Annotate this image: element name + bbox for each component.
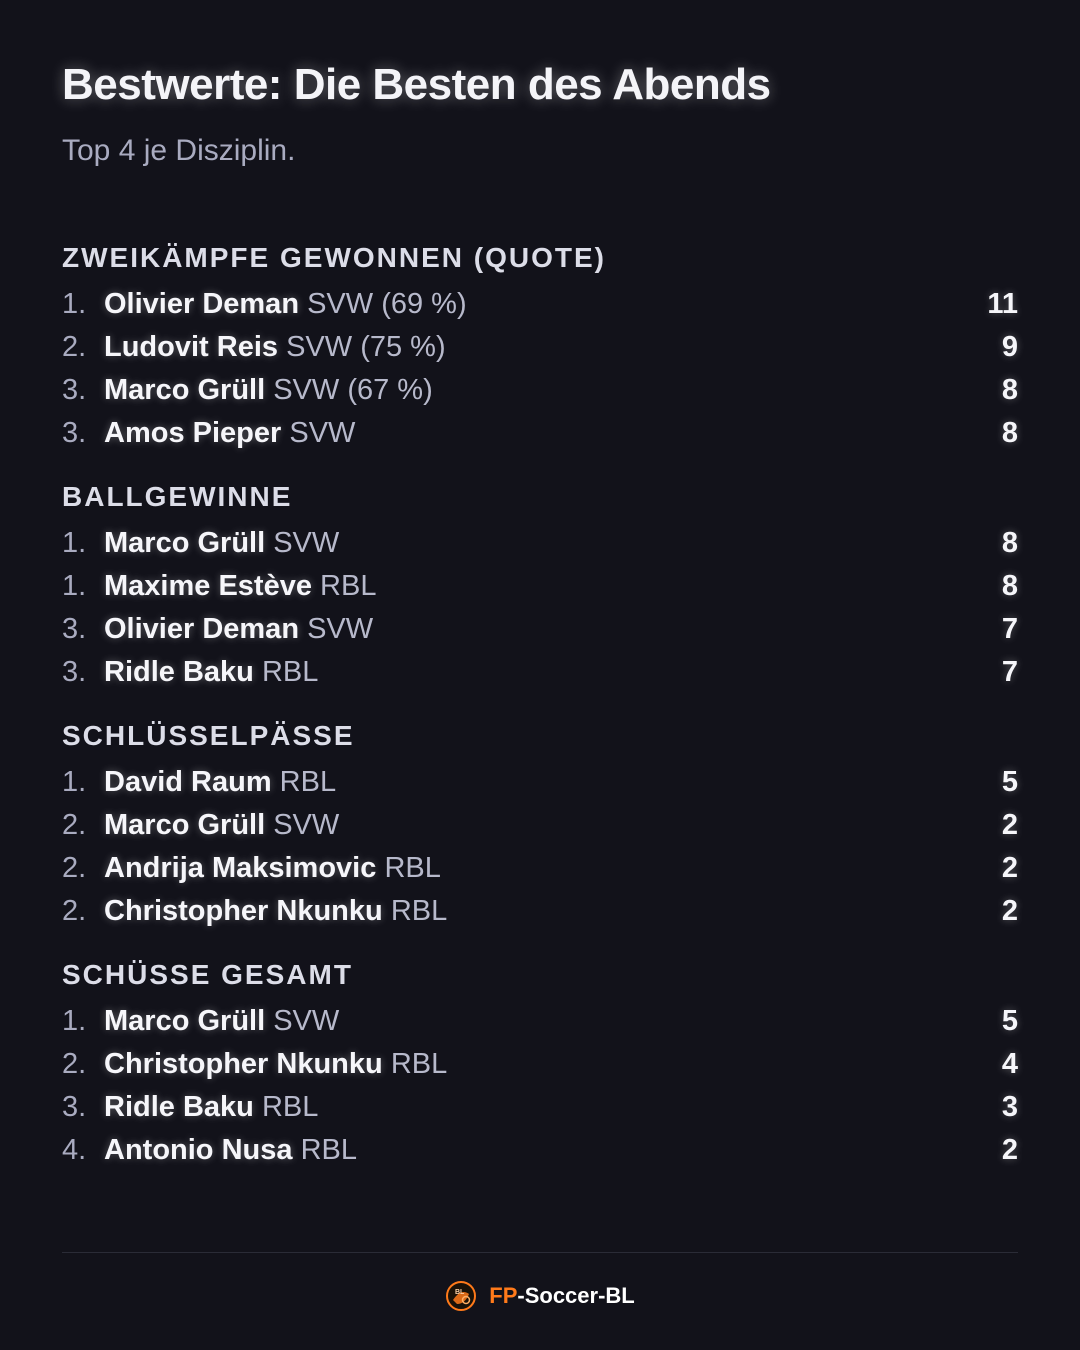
stat-value: 5	[1001, 1005, 1018, 1037]
rank-number: 3.	[62, 613, 87, 645]
team-label: RBL	[320, 570, 377, 602]
ranking-row	[62, 1043, 1018, 1086]
team-label: SVW (75 %)	[286, 331, 446, 363]
team-label: SVW	[273, 527, 340, 559]
player-name: Ridle Baku	[104, 1091, 254, 1123]
team-label: RBL	[279, 766, 337, 798]
player-name: Christopher Nkunku	[104, 1048, 383, 1080]
player-name: Marco Grüll	[104, 527, 266, 559]
player-name: Antonio Nusa	[104, 1134, 293, 1166]
team-label: SVW (67 %)	[273, 374, 433, 406]
player-name: Olivier Deman	[104, 613, 300, 645]
fp-soccer-logo-icon	[445, 1280, 477, 1312]
rank-number: 3.	[62, 1091, 87, 1123]
section-title: SCHLÜSSELPÄSSE	[62, 720, 355, 751]
stat-value: 7	[1001, 656, 1018, 688]
team-label: SVW (69 %)	[307, 288, 467, 320]
rank-number: 2.	[62, 895, 87, 927]
stat-value: 5	[1001, 766, 1018, 798]
rank-number: 2.	[62, 852, 87, 884]
rank-number: 2.	[62, 331, 87, 363]
ranking-row	[62, 369, 1018, 412]
team-label: RBL	[390, 895, 448, 927]
ranking-row	[62, 1000, 1018, 1043]
section-ball-recoveries	[62, 477, 1018, 694]
team-label: RBL	[261, 1091, 319, 1123]
player-name: David Raum	[104, 766, 272, 798]
rank-number: 3.	[62, 656, 87, 688]
stat-value: 2	[1001, 895, 1018, 927]
rank-number: 1.	[62, 288, 87, 320]
stat-value: 2	[1001, 809, 1018, 841]
rank-number: 2.	[62, 1048, 87, 1080]
section-title: ZWEIKÄMPFE GEWONNEN (QUOTE)	[62, 242, 606, 273]
stat-value: 2	[1001, 852, 1018, 884]
stat-value: 9	[1001, 331, 1018, 363]
team-label: SVW	[307, 613, 374, 645]
rank-number: 1.	[62, 1005, 87, 1037]
ranking-row	[62, 608, 1018, 651]
rank-number: 1.	[62, 570, 87, 602]
ranking-row	[62, 1129, 1018, 1172]
rank-number: 2.	[62, 809, 87, 841]
ranking-row	[62, 565, 1018, 608]
player-name: Maxime Estève	[104, 570, 312, 602]
player-name: Amos Pieper	[104, 417, 282, 449]
ranking-row	[62, 326, 1018, 369]
team-label: RBL	[300, 1134, 357, 1166]
ranking-row	[62, 890, 1018, 933]
ranking-row	[62, 804, 1018, 847]
player-name: Andrija Maksimovic	[104, 852, 377, 884]
brand-name	[489, 1283, 634, 1309]
ranking-row	[62, 761, 1018, 804]
footer	[62, 1278, 1018, 1314]
player-name: Ridle Baku	[104, 656, 254, 688]
player-name: Marco Grüll	[104, 809, 266, 841]
ranking-row	[62, 1086, 1018, 1129]
rank-number: 1.	[62, 766, 87, 798]
brand-rest: -Soccer-BL	[517, 1283, 635, 1308]
rank-number: 4.	[62, 1134, 87, 1166]
stat-value: 2	[1001, 1134, 1018, 1166]
ranking-row	[62, 522, 1018, 565]
player-name: Marco Grüll	[104, 374, 266, 406]
player-name: Christopher Nkunku	[104, 895, 383, 927]
ranking-row	[62, 283, 1018, 326]
stat-value: 7	[1001, 613, 1018, 645]
stat-value: 8	[1001, 374, 1018, 406]
stat-value: 4	[1001, 1048, 1018, 1080]
section-duels-won	[62, 238, 1018, 455]
ranking-row	[62, 412, 1018, 455]
team-label: SVW	[273, 1005, 340, 1037]
ranking-row	[62, 847, 1018, 890]
brand-accent: FP	[489, 1283, 518, 1308]
rank-number: 3.	[62, 417, 87, 449]
page-title: Bestwerte: Die Besten des Abends	[62, 60, 771, 109]
team-label: RBL	[261, 656, 319, 688]
rank-number: 3.	[62, 374, 87, 406]
team-label: RBL	[390, 1048, 448, 1080]
section-total-shots	[62, 955, 1018, 1172]
section-title: SCHÜSSE GESAMT	[62, 959, 353, 990]
team-label: RBL	[384, 852, 441, 884]
page	[62, 0, 1018, 1350]
stat-value: 3	[1001, 1091, 1018, 1123]
stat-value: 8	[1001, 417, 1018, 449]
stat-value: 8	[1001, 527, 1018, 559]
stat-value: 11	[987, 288, 1018, 320]
stat-value: 8	[1001, 570, 1018, 602]
section-title: BALLGEWINNE	[62, 481, 293, 512]
rank-number: 1.	[62, 527, 87, 559]
player-name: Marco Grüll	[104, 1005, 266, 1037]
page-subtitle: Top 4 je Disziplin.	[62, 134, 296, 167]
team-label: SVW	[273, 809, 340, 841]
svg-text:BL: BL	[455, 1289, 465, 1296]
player-name: Olivier Deman	[104, 288, 300, 320]
stat-sections	[62, 238, 1018, 1194]
player-name: Ludovit Reis	[104, 331, 279, 363]
team-label: SVW	[289, 417, 356, 449]
ranking-row	[62, 651, 1018, 694]
footer-divider	[62, 1252, 1018, 1253]
section-key-passes	[62, 716, 1018, 933]
